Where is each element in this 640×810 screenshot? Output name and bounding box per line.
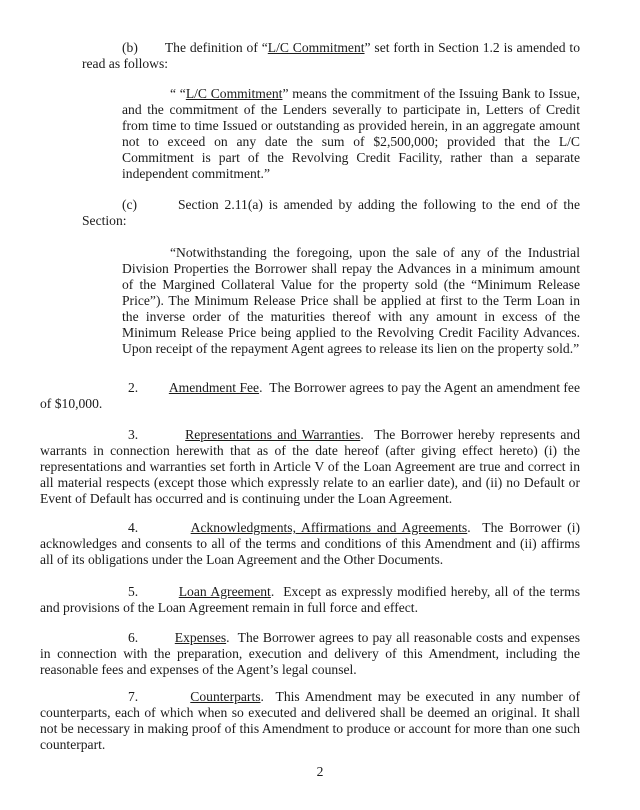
section-c-quote (122, 245, 580, 357)
numbered-4-heading: Acknowledgments, Affirmations and Agreements (190, 520, 468, 535)
page-number: 2 (316, 764, 324, 779)
numbered-4: 4. Acknowledgments, Affirmations and Agreements. The Borrower (i) acknowledges and consents to all of the terms and conditions of this Amendment and (ii) affirms all of its obligations under the Loan Agreement and the Other Documents. (40, 520, 581, 567)
numbered-6-number: 6. (128, 630, 139, 645)
section-b (82, 40, 580, 72)
numbered-3-number: 3. (128, 427, 139, 442)
quote-open: “ “ (170, 86, 186, 101)
numbered-2-text: The Borrower agrees to pay the Agent an amendment fee of $10,000. (40, 380, 580, 411)
numbered-2-number: 2. (128, 380, 139, 395)
numbered-7-text: This Amendment may be executed in any number of counterparts, each of which when so executed and delivered shall be deemed an original. It shall not be necessary in making proof of this Amendment to produce or account for more than one such counterpart. (40, 689, 581, 752)
numbered-2: 2. Amendment Fee. The Borrower agrees to pay the Agent an amendment fee of $10,000. (40, 380, 580, 411)
numbered-5-heading: Loan Agreement (178, 584, 271, 599)
numbered-6-text: The Borrower agrees to pay all reasonable costs and expenses in connection with the preparation, execution and delivery of this Amendment, including the reasonable fees and expenses of the Agent’s legal counsel. (40, 630, 580, 677)
section-b-quote (122, 86, 580, 182)
numbered-4-number: 4. (128, 520, 139, 535)
quote-text: ” means the commitment of the Issuing Bank to Issue, and the commitment of the Lenders severally to participate in, Letters of Credit from time to time Issued or outstanding as provided herein, in an aggregate amount not to exceed on any date the sum of $2,500,000; provided that the L/C Commitment is part of the Revolving Credit Facility, rather than a separate independent commitment.” (122, 86, 580, 181)
numbered-3-text: The Borrower hereby represents and warrants in connection herewith that as of the date hereof (after giving effect hereto) (i) the representations and warranties set forth in Article V of the Loan Agreement are true and correct in all material respects (except those which expressly relate to an earlier date), and (ii) no Default or Event of Default has occurred and is continuing under the Loan Agreement. (40, 427, 580, 506)
section-c-marker: (c) (122, 197, 138, 212)
numbered-6: 6. Expenses. The Borrower agrees to pay all reasonable costs and expenses in connection with the preparation, execution and delivery of this Amendment, including the reasonable fees and expenses of the Agent’s legal counsel. (40, 630, 580, 677)
numbered-7-heading: Counterparts (190, 689, 261, 704)
numbered-5-text: Except as expressly modified hereby, all of the terms and provisions of the Loan Agreement remain in full force and effect. (40, 584, 580, 615)
numbered-6-heading: Expenses (174, 630, 227, 645)
quote-term: L/C Commitment (185, 86, 283, 101)
section-c-text: Section 2.11(a) is amended by adding the following to the end of the Section: (82, 197, 581, 228)
numbered-3: 3. Representations and Warranties. The Borrower hereby represents and warrants in connection herewith that as of the date hereof (after giving effect hereto) (i) the representations and warranties set forth in Article V of the Loan Agreement are true and correct in all material respects (except those which expressly relate to an earlier date), and (ii) no Default or Event of Default has occurred and is continuing under the Loan Agreement. (40, 427, 580, 506)
section-b-marker: (b) (122, 40, 138, 55)
numbered-2-heading: Amendment Fee (168, 380, 260, 395)
numbered-4-text: The Borrower (i) acknowledges and consents to all of the terms and conditions of this Amendment and (ii) affirms all of its obligations under the Loan Agreement and the Other Documents. (40, 520, 581, 567)
numbered-3-heading: Representations and Warranties (185, 427, 361, 442)
section-c-quote-text: “Notwithstanding the foregoing, upon the sale of any of the Industrial Division Properties the Borrower shall repay the Advances in a minimum amount of the Margined Collateral Value for the property sold (the “Minimum Release Price”). The Minimum Release Price shall be applied at first to the Term Loan in the inverse order of the maturities thereof with any amount in excess of the Minimum Release Price being applied to the Revolving Credit Facility Advances. Upon receipt of the repayment Agent agrees to release its lien on the property sold.” (122, 245, 580, 356)
numbered-7: 7. Counterparts. This Amendment may be executed in any number of counterparts, each of which when so executed and delivered shall be deemed an original. It shall not be necessary in making proof of this Amendment to produce or account for more than one such counterpart. (40, 689, 581, 752)
section-b-pre: The definition of “ (164, 40, 268, 55)
section-b-post: ” set forth in Section 1.2 is amended to read as follows: (82, 40, 580, 71)
numbered-7-number: 7. (128, 689, 139, 704)
section-b-term: L/C Commitment (267, 40, 365, 55)
numbered-5: 5. Loan Agreement. Except as expressly modified hereby, all of the terms and provisions of the Loan Agreement remain in full force and effect. (40, 584, 580, 615)
numbered-5-number: 5. (128, 584, 139, 599)
section-c (82, 197, 580, 229)
